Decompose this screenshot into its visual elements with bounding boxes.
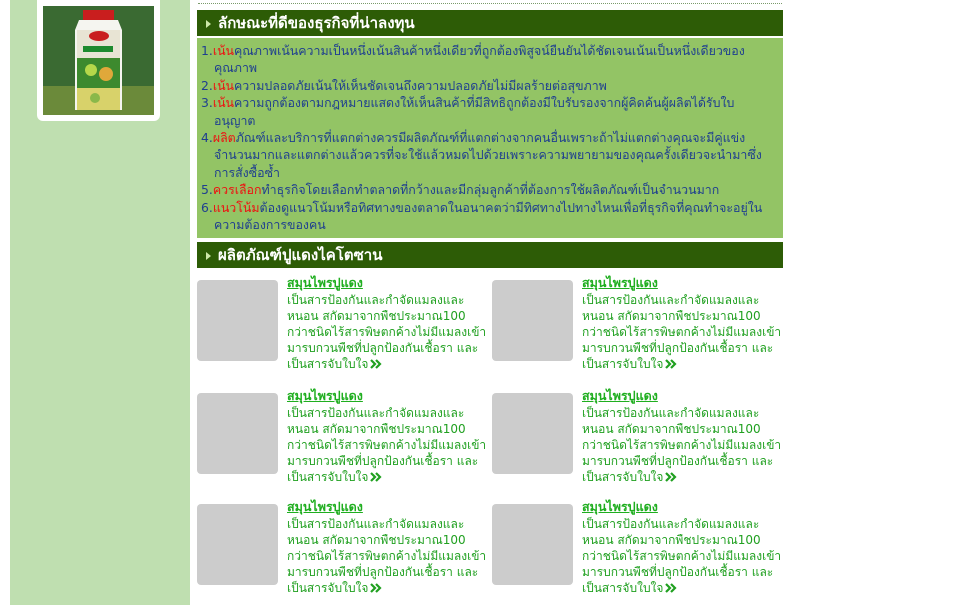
double-chevron-right-icon[interactable] xyxy=(370,472,382,482)
product-bottle-icon[interactable] xyxy=(43,6,154,115)
feature-number: 2. xyxy=(201,77,213,93)
product-description-text: เป็นสารป้องกันและกำจัดแมลงและหนอน สกัดมาจากพืชประมาณ100 กว่าชนิดไร้สารพิษตกค้างไม่มีแมลงเข้ามารบกวนพืชที่ปลูกป้องกันเชื้อรา และเป็นสารจับใบใจ xyxy=(582,406,782,484)
product-image-placeholder[interactable] xyxy=(197,504,278,585)
feature-item xyxy=(201,94,771,129)
feature-number: 4. xyxy=(201,130,213,146)
product-card xyxy=(197,499,487,603)
feature-item xyxy=(201,199,771,234)
product-card xyxy=(492,275,782,379)
main-content xyxy=(190,0,790,605)
feature-number: 5. xyxy=(201,182,213,198)
features-header xyxy=(197,10,783,36)
double-chevron-right-icon[interactable] xyxy=(665,583,677,593)
product-description-text: เป็นสารป้องกันและกำจัดแมลงและหนอน สกัดมาจากพืชประมาณ100 กว่าชนิดไร้สารพิษตกค้างไม่มีแมลงเข้ามารบกวนพืชที่ปลูกป้องกันเชื้อรา และเป็นสารจับใบใจ xyxy=(287,517,487,595)
product-description-text: เป็นสารป้องกันและกำจัดแมลงและหนอน สกัดมาจากพืชประมาณ100 กว่าชนิดไร้สารพิษตกค้างไม่มีแมลงเข้ามารบกวนพืชที่ปลูกป้องกันเชื้อรา และเป็นสารจับใบใจ xyxy=(582,517,782,595)
product-title-link[interactable]: สมุนไพรปูแดง xyxy=(582,275,658,290)
feature-text: ต้องดูแนวโน้มหรือทิศทางของตลาดในอนาคตว่ามีทิศทางไปทางไหนเพื่อที่ธุรกิจที่คุณทำจะอยู่ในความต้องการของคน xyxy=(214,199,763,233)
double-chevron-right-icon[interactable] xyxy=(665,472,677,482)
products-title: ผลิตภัณฑ์ปูแดงไคโตซาน xyxy=(218,246,383,264)
product-title-link[interactable]: สมุนไพรปูแดง xyxy=(582,388,658,403)
product-title-link[interactable]: สมุนไพรปูแดง xyxy=(287,499,363,514)
product-card xyxy=(492,388,782,492)
product-description-text: เป็นสารป้องกันและกำจัดแมลงและหนอน สกัดมาจากพืชประมาณ100 กว่าชนิดไร้สารพิษตกค้างไม่มีแมลงเข้ามารบกวนพืชที่ปลูกป้องกันเชื้อรา และเป็นสารจับใบใจ xyxy=(582,293,782,371)
feature-number: 3. xyxy=(201,95,213,111)
product-image-placeholder[interactable] xyxy=(492,280,573,361)
product-description xyxy=(582,516,782,596)
product-image-placeholder[interactable] xyxy=(492,393,573,474)
feature-highlight: ผลิต xyxy=(212,130,236,146)
feature-highlight: เน้น xyxy=(212,95,235,111)
product-title-link[interactable]: สมุนไพรปูแดง xyxy=(287,388,363,403)
feature-highlight: แนวโน้ม xyxy=(212,199,260,215)
double-chevron-right-icon[interactable] xyxy=(665,359,677,369)
product-description-text: เป็นสารป้องกันและกำจัดแมลงและหนอน สกัดมาจากพืชประมาณ100 กว่าชนิดไร้สารพิษตกค้างไม่มีแมลงเข้ามารบกวนพืชที่ปลูกป้องกันเชื้อรา และเป็นสารจับใบใจ xyxy=(287,293,487,371)
product-card xyxy=(492,499,782,603)
product-title-link[interactable]: สมุนไพรปูแดง xyxy=(287,275,363,290)
product-card xyxy=(197,388,487,492)
product-description xyxy=(287,516,487,596)
feature-text: ความปลอดภัยเน้นให้เห็นชัดเจนถึงความปลอดภัยไม่มีผลร้ายต่อสุขภาพ xyxy=(234,77,607,93)
feature-text: ความถูกต้องตามกฎหมายแสดงให้เห็นสินค้าที่มีสิทธิถูกต้องมีใบรับรองจากผู้คิดค้นผู้ผลิตได้รับใบอนุญาต xyxy=(214,95,735,128)
features-panel xyxy=(197,38,783,238)
double-chevron-right-icon[interactable] xyxy=(370,583,382,593)
feature-text: คุณภาพเน้นความเป็นหนึ่งเน้นสินค้าหนึ่งเดียวที่ถูกต้องพิสูจน์ยืนยันได้ชัดเจนเน้นเป็นหนึ่งเดียวของคุณภาพ xyxy=(214,43,745,76)
feature-highlight: เน้น xyxy=(212,43,235,58)
features-title: ลักษณะที่ดีของธุรกิจที่น่าลงทุน xyxy=(218,14,415,32)
feature-text: ทำธุรกิจโดยเลือกทำตลาดที่กว้างและมีกลุ่มลูกค้าที่ต้องการใช้ผลิตภัณฑ์เป็นจำนวนมาก xyxy=(261,182,720,198)
product-description xyxy=(287,405,487,485)
feature-text: ภัณฑ์และบริการที่แตกต่างควรมีผลิตภัณฑ์ที่แตกต่างจากคนอื่นเพราะถ้าไม่แตกต่างคุณจะมีคู่แข่งจำนวนมากและแตกต่างแล้วควรที่จะใช้แล้วหมดไปด้วยเพราะความพยายามของคุณครั้งเดียวจะนำมาซึ่งการสั่งซื้อซ้ำ xyxy=(214,130,762,180)
product-description-text: เป็นสารป้องกันและกำจัดแมลงและหนอน สกัดมาจากพืชประมาณ100 กว่าชนิดไร้สารพิษตกค้างไม่มีแมลงเข้ามารบกวนพืชที่ปลูกป้องกันเชื้อรา และเป็นสารจับใบใจ xyxy=(287,406,487,484)
header-arrow-icon xyxy=(206,252,211,260)
product-image-placeholder[interactable] xyxy=(197,393,278,474)
feature-highlight: ควรเลือก xyxy=(212,182,262,198)
feature-item xyxy=(201,181,771,198)
product-description xyxy=(287,292,487,372)
feature-item xyxy=(201,42,771,77)
feature-item xyxy=(201,77,771,94)
feature-highlight: เน้น xyxy=(212,77,235,93)
product-card xyxy=(197,275,487,379)
feature-number: 6. xyxy=(201,199,213,215)
product-description xyxy=(582,405,782,485)
feature-item xyxy=(201,129,771,181)
product-image-placeholder[interactable] xyxy=(197,280,278,361)
products-header xyxy=(197,242,783,268)
feature-number: 1. xyxy=(201,43,213,58)
features-list xyxy=(197,38,783,233)
double-chevron-right-icon[interactable] xyxy=(370,359,382,369)
top-divider xyxy=(198,3,782,4)
header-arrow-icon xyxy=(206,20,211,28)
product-image-placeholder[interactable] xyxy=(492,504,573,585)
product-title-link[interactable]: สมุนไพรปูแดง xyxy=(582,499,658,514)
sidebar-product-box[interactable] xyxy=(37,0,160,121)
product-description xyxy=(582,292,782,372)
